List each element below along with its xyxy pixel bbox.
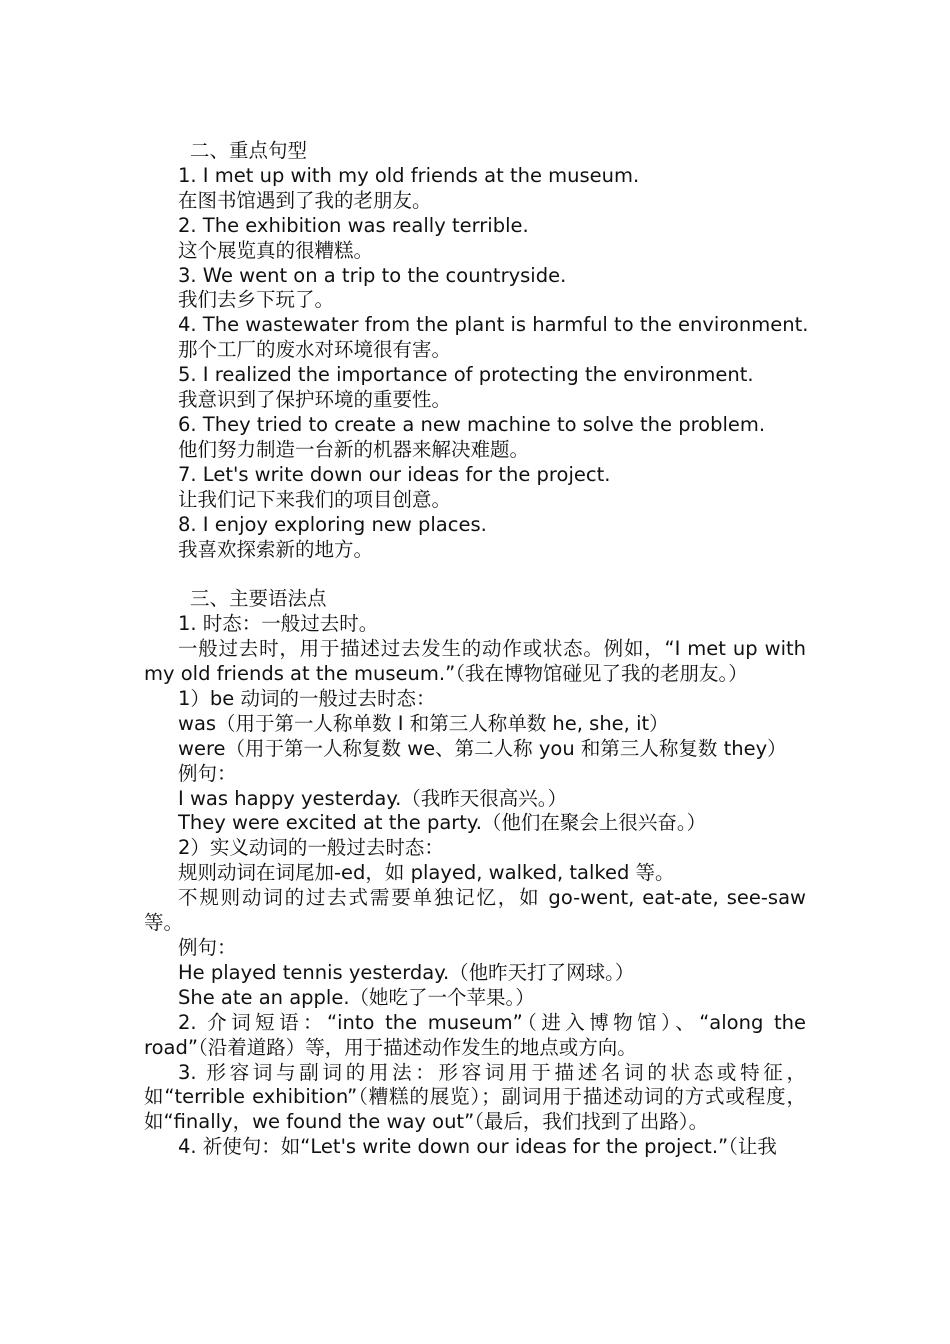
example-label: 例句： [178, 935, 237, 959]
section-heading-grammar: 三、主要语法点 [190, 587, 327, 611]
regular-verb-rule: 规则动词在词尾加-ed，如 played, walked, talked 等。 [178, 861, 675, 885]
prepositional-phrase-point: 2. 介词短语：“into the museum”（进入博物馆）、“along the road”（沿着道路）等，用于描述动作发生的地点或方向。 [144, 1010, 806, 1059]
sentence-1-zh: 在图书馆遇到了我的老朋友。 [178, 188, 432, 212]
was-usage: was（用于第一人称单数 I 和第三人称单数 he, she, it） [178, 711, 669, 735]
document-body [144, 139, 809, 1160]
sentence-8-zh: 我喜欢探索新的地方。 [178, 537, 374, 561]
imperative-point: 4. 祈使句：如“Let's write down our ideas for the project.”（让我 [178, 1135, 777, 1159]
be-example-2: They were excited at the party.（他们在聚会上很兴奋。） [178, 811, 707, 835]
be-example-1: I was happy yesterday.（我昨天很高兴。） [178, 786, 568, 810]
sentence-1-en: 1. I met up with my old friends at the museum. [178, 163, 640, 187]
sentence-5-zh: 我意识到了保护环境的重要性。 [178, 388, 452, 412]
sentence-3-en: 3. We went on a trip to the countryside. [178, 263, 567, 287]
be-verb-title: 1）be 动词的一般过去时态： [178, 686, 436, 710]
sentence-4-en: 4. The wastewater from the plant is harmful to the environment. [178, 313, 809, 337]
sentence-7-en: 7. Let's write down our ideas for the project. [178, 462, 611, 486]
section-heading-key-sentences: 二、重点句型 [190, 139, 308, 162]
blank-line [144, 562, 806, 587]
sentence-8-en: 8. I enjoy exploring new places. [178, 512, 487, 536]
sentence-3-zh: 我们去乡下玩了。 [178, 288, 335, 312]
regular-verb-title: 2）实义动词的一般过去时态： [178, 836, 444, 860]
sentence-6-zh: 他们努力制造一台新的机器来解决难题。 [178, 437, 530, 461]
sentence-2-en: 2. The exhibition was really terrible. [178, 213, 529, 237]
sentence-2-zh: 这个展览真的很糟糕。 [178, 238, 374, 262]
example-label: 例句： [178, 761, 237, 785]
adjective-adverb-point: 3. 形容词与副词的用法：形容词用于描述名词的状态或特征，如“terrible exhibition”（糟糕的展览）；副词用于描述动词的方式或程度，如“finally，we found the way out”（最后，我们找到了出路）。 [144, 1060, 806, 1134]
sentence-7-zh: 让我们记下来我们的项目创意。 [178, 487, 452, 511]
tense-description: 一般过去时，用于描述过去发生的动作或状态。例如，“I met up with my old friends at the museum.”（我在博物馆碰见了我的老朋友。） [144, 637, 806, 686]
sentence-4-zh: 那个工厂的废水对环境很有害。 [178, 338, 452, 362]
tense-title: 1. 时态：一般过去时。 [178, 612, 379, 636]
irregular-verb-rule: 不规则动词的过去式需要单独记忆，如 go-went, eat-ate, see-saw 等。 [144, 886, 806, 935]
sentence-5-en: 5. I realized the importance of protecting the environment. [178, 363, 754, 387]
verb-example-1: He played tennis yesterday.（他昨天打了网球。） [178, 960, 635, 984]
were-usage: were（用于第一人称复数 we、第二人称 you 和第三人称复数 they） [178, 736, 787, 760]
sentence-6-en: 6. They tried to create a new machine to solve the problem. [178, 412, 766, 436]
verb-example-2: She ate an apple.（她吃了一个苹果。） [178, 985, 535, 1009]
